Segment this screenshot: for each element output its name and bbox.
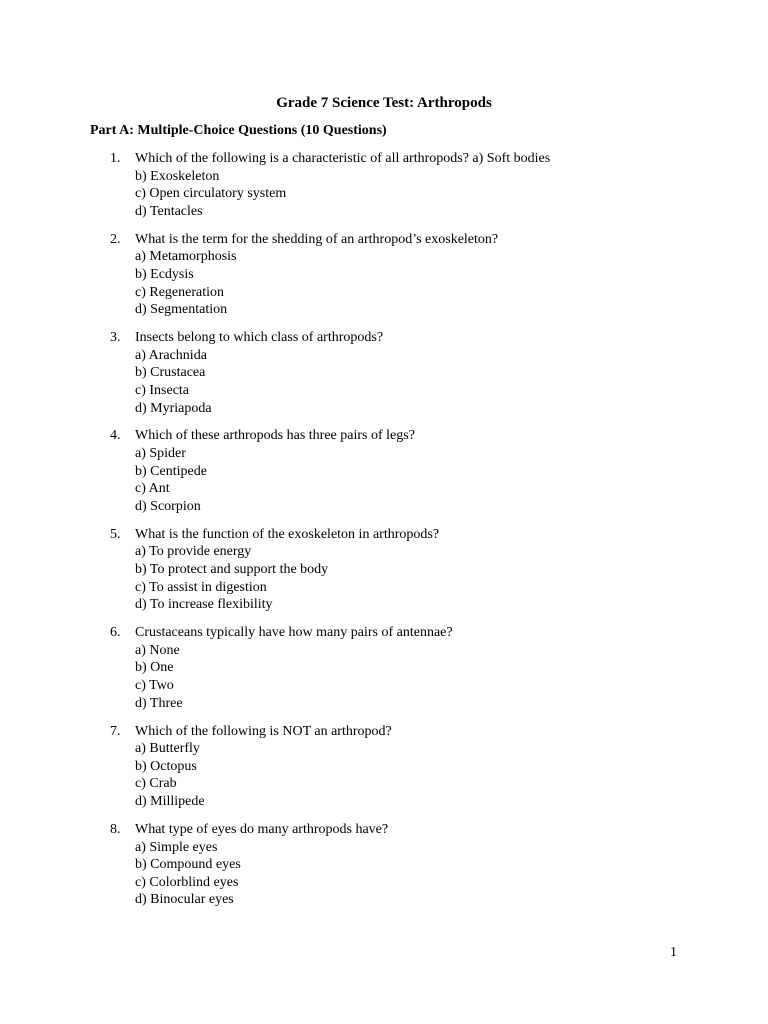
answer-option: c) Two [135, 677, 174, 693]
answer-option: a) None [135, 642, 180, 658]
answer-option: d) Binocular eyes [135, 892, 234, 908]
question-number: 1. [110, 151, 121, 166]
question-list [0, 150, 768, 919]
question-4 [0, 427, 768, 515]
question-text: Crustaceans typically have how many pairs of antennae? [135, 625, 453, 641]
page-title: Grade 7 Science Test: Arthropods [276, 95, 492, 111]
answer-option: b) Ecdysis [135, 266, 194, 282]
answer-option: d) Three [135, 695, 183, 711]
question-text: What is the function of the exoskeleton in arthropods? [135, 526, 440, 542]
answer-option: c) Open circulatory system [135, 186, 287, 202]
question-7 [0, 723, 768, 811]
answer-option: b) Octopus [135, 758, 197, 774]
answer-option: c) Colorblind eyes [135, 874, 239, 890]
question-text: Which of the following is a characteristic of all arthropods? a) Soft bodies [135, 151, 551, 166]
answer-option: d) Millipede [135, 793, 205, 809]
answer-option: b) One [135, 660, 174, 676]
question-text: Which of the following is NOT an arthropod? [135, 723, 392, 739]
question-3 [0, 329, 768, 417]
answer-option: c) Insecta [135, 382, 190, 398]
question-number: 3. [110, 330, 121, 346]
answer-option: d) Segmentation [135, 302, 228, 318]
answer-option: a) Simple eyes [135, 839, 218, 855]
question-1 [0, 150, 768, 220]
question-text: Which of these arthropods has three pairs of legs? [135, 428, 415, 444]
question-5 [0, 526, 768, 614]
answer-option: a) Arachnida [135, 347, 207, 363]
question-number: 8. [110, 821, 121, 837]
question-2 [0, 231, 768, 319]
question-text: What type of eyes do many arthropods have? [135, 821, 389, 837]
answer-option: d) Scorpion [135, 498, 201, 514]
answer-option: c) Crab [135, 776, 177, 792]
answer-option: c) Regeneration [135, 284, 225, 300]
page-number: 1 [670, 945, 677, 960]
answer-option: b) To protect and support the body [135, 562, 329, 578]
answer-option: d) To increase flexibility [135, 597, 273, 613]
question-6 [0, 624, 768, 712]
answer-option: d) Tentacles [135, 203, 203, 219]
question-number: 6. [110, 625, 121, 641]
question-number: 4. [110, 428, 121, 444]
answer-option: c) Ant [135, 481, 170, 497]
question-number: 2. [110, 231, 121, 247]
answer-option: b) Crustacea [135, 365, 206, 381]
answer-option: c) To assist in digestion [135, 579, 267, 595]
answer-option: a) Metamorphosis [135, 249, 237, 265]
section-heading: Part A: Multiple-Choice Questions (10 Questions) [90, 123, 387, 138]
question-8 [0, 821, 768, 909]
answer-option: d) Myriapoda [135, 400, 212, 416]
question-text: What is the term for the shedding of an arthropod’s exoskeleton? [135, 231, 499, 247]
answer-option: a) Spider [135, 446, 186, 462]
question-number: 7. [110, 723, 121, 739]
question-text: Insects belong to which class of arthropods? [135, 330, 384, 346]
answer-option: b) Centipede [135, 463, 207, 479]
answer-option: a) To provide energy [135, 544, 252, 560]
answer-option: b) Compound eyes [135, 857, 241, 873]
answer-option: a) Butterfly [135, 741, 200, 757]
answer-option: b) Exoskeleton [135, 168, 220, 184]
question-number: 5. [110, 526, 121, 542]
